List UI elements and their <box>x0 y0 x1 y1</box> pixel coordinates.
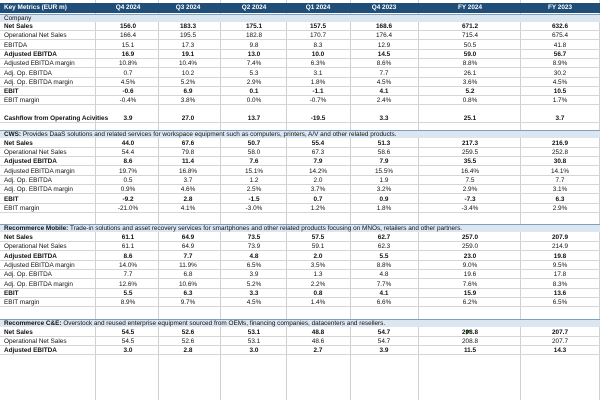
row-label: Adjusted EBITDA <box>4 252 57 260</box>
value-cell[interactable]: 14.2% <box>308 167 328 175</box>
value-cell[interactable]: 7.5 <box>465 176 475 184</box>
value-cell[interactable]: 257.0 <box>462 234 478 242</box>
value-cell[interactable]: 26.1 <box>463 69 477 77</box>
value-cell[interactable]: 5.2 <box>465 88 475 96</box>
value-cell[interactable]: 214.9 <box>552 243 568 251</box>
value-cell[interactable]: 216.9 <box>552 139 568 147</box>
value-cell[interactable]: 1.2% <box>310 204 326 212</box>
table-row <box>0 149 600 157</box>
value-cell[interactable]: 0.1 <box>249 88 259 96</box>
value-cell[interactable]: 4.1% <box>180 204 196 212</box>
row-label: Adjusted EBITDA <box>4 50 57 58</box>
value-cell[interactable]: -0.6 <box>122 88 134 96</box>
value-cell[interactable]: 3.1% <box>552 186 568 194</box>
value-cell[interactable]: 19.7% <box>118 167 138 175</box>
value-cell[interactable]: 2.0 <box>313 252 323 260</box>
value-cell[interactable]: 17.3 <box>181 41 195 49</box>
value-cell[interactable]: 2.8 <box>183 195 193 203</box>
value-cell[interactable]: 3.9 <box>123 114 133 122</box>
column-header[interactable]: FY 2023 <box>547 4 573 11</box>
value-cell[interactable]: 8.8% <box>376 262 392 269</box>
value-cell[interactable]: 64.9 <box>181 243 195 251</box>
value-cell[interactable]: 27.0 <box>181 114 195 122</box>
value-cell[interactable]: 3.0 <box>123 347 133 355</box>
table-row <box>0 196 600 204</box>
value-cell[interactable]: -1.1 <box>312 88 324 96</box>
value-cell[interactable]: 67.3 <box>311 149 325 156</box>
section-title <box>4 131 397 139</box>
value-cell[interactable]: 9.8 <box>249 41 259 49</box>
value-cell[interactable]: 61.1 <box>121 243 135 251</box>
value-cell[interactable]: 14.5 <box>377 50 391 58</box>
table-row <box>0 158 600 166</box>
value-cell[interactable]: 48.6 <box>311 337 325 345</box>
value-cell[interactable]: -19.5 <box>310 114 326 122</box>
value-cell[interactable]: 252.8 <box>552 149 568 156</box>
value-cell[interactable]: 7.7 <box>123 271 133 279</box>
row-label: EBIT margin <box>4 204 40 212</box>
table-row <box>0 140 600 148</box>
value-cell[interactable]: 4.8 <box>379 271 389 279</box>
value-cell[interactable]: 8.3 <box>313 41 323 49</box>
row-label: Adj. Op. EBITDA margin <box>4 78 73 86</box>
value-cell[interactable]: 8.6 <box>123 158 133 166</box>
value-cell[interactable]: 2.7 <box>313 347 323 355</box>
value-cell[interactable]: 6.9 <box>183 88 193 96</box>
value-cell[interactable]: 8.9% <box>552 60 568 68</box>
value-cell[interactable]: 6.5% <box>246 262 262 269</box>
row-label: Adjusted EBITDA <box>4 158 57 166</box>
table-row <box>0 60 600 68</box>
value-cell[interactable]: 2.2% <box>310 280 326 288</box>
value-cell[interactable]: 3.7% <box>310 186 326 194</box>
table-row <box>0 205 600 213</box>
table-row <box>0 271 600 279</box>
value-cell[interactable]: 207.7 <box>552 337 568 345</box>
section-title <box>4 225 462 233</box>
table-row <box>0 290 600 298</box>
column-header[interactable]: Q2 2024 <box>241 4 267 11</box>
value-cell[interactable]: -0.4% <box>119 97 137 105</box>
table-row <box>0 186 600 194</box>
value-cell[interactable]: 0.7 <box>123 69 133 77</box>
value-cell[interactable]: 0.0% <box>246 97 262 105</box>
row-label: Adj. Op. EBITDA <box>4 271 52 279</box>
row-label: Cashflow from Operating Acivities <box>4 114 109 122</box>
section-name: Recommerce Mobile: <box>4 225 69 233</box>
value-cell[interactable]: 58.6 <box>377 149 391 156</box>
value-cell[interactable]: 54.5 <box>121 337 135 345</box>
value-cell[interactable]: 1.3 <box>313 271 323 279</box>
value-cell[interactable]: 208.8 <box>462 337 478 345</box>
row-label: EBIT margin <box>4 97 40 105</box>
value-cell[interactable]: 9.5% <box>552 262 568 269</box>
value-cell[interactable]: 11.5 <box>463 347 477 355</box>
value-cell[interactable]: 207.9 <box>552 234 568 242</box>
section-title: Company <box>4 15 32 22</box>
value-cell[interactable]: 16.8% <box>178 167 198 175</box>
value-cell[interactable]: 19.6 <box>463 271 477 279</box>
value-cell[interactable]: 35.5 <box>463 158 477 166</box>
value-cell[interactable]: 7.4% <box>246 60 262 68</box>
column-header[interactable]: Q3 2024 <box>175 4 201 11</box>
value-cell[interactable]: 4.6% <box>180 186 196 194</box>
table-row <box>0 42 600 50</box>
table-row <box>0 51 600 59</box>
value-cell[interactable]: 6.2% <box>462 299 478 307</box>
section-ce <box>0 319 600 327</box>
header-row <box>0 3 600 13</box>
value-cell[interactable]: 259.0 <box>462 243 478 251</box>
value-cell[interactable]: 217.3 <box>462 139 478 147</box>
table-row <box>0 79 600 87</box>
value-cell[interactable]: 3.0 <box>249 347 259 355</box>
cashflow-row <box>0 115 600 123</box>
value-cell[interactable]: 3.1 <box>313 69 323 77</box>
value-cell[interactable]: 5.3 <box>249 69 259 77</box>
value-cell[interactable]: 6.8 <box>183 271 193 279</box>
sheet-title: Key Metrics (EUR m) <box>4 4 67 11</box>
value-cell[interactable]: 62.7 <box>377 234 391 242</box>
value-cell[interactable]: 6.6% <box>376 299 392 307</box>
value-cell[interactable]: 0.8% <box>462 97 478 105</box>
table-row <box>0 70 600 78</box>
row-label: Operational Net Sales <box>4 149 67 156</box>
value-cell[interactable]: 2.9% <box>552 204 568 212</box>
value-cell[interactable]: 54.5 <box>121 328 135 336</box>
row-label: EBIT margin <box>4 299 40 307</box>
value-cell[interactable]: 4.1 <box>379 289 389 297</box>
table-row <box>0 347 600 355</box>
row-label: Adj. Op. EBITDA <box>4 69 52 77</box>
value-cell[interactable]: -0.7% <box>309 97 327 105</box>
table-row <box>0 88 600 96</box>
value-cell[interactable]: 175.1 <box>246 23 262 30</box>
value-cell[interactable]: 8.6 <box>123 252 133 260</box>
table-row <box>0 338 600 346</box>
value-cell[interactable]: 4.1 <box>379 88 389 96</box>
value-cell[interactable]: 9.0% <box>462 262 478 269</box>
section-description: Trade-in solutions and asset recovery services for smartphones and other related products focusing on MNOs, retailers and other partners. <box>68 225 463 233</box>
value-cell[interactable]: 23.0 <box>463 252 477 260</box>
row-label: Adj. Op. EBITDA <box>4 176 52 184</box>
table-row <box>0 262 600 270</box>
value-cell[interactable]: -9.2 <box>122 195 134 203</box>
value-cell[interactable]: 53.1 <box>247 337 261 345</box>
table-row <box>0 168 600 176</box>
value-cell[interactable]: -7.3 <box>464 195 476 203</box>
table-row <box>0 177 600 185</box>
value-cell[interactable]: 207.7 <box>552 328 568 336</box>
value-cell[interactable]: 5.2% <box>180 78 196 86</box>
value-cell[interactable]: 2.0 <box>313 176 323 184</box>
value-cell[interactable]: 2.5% <box>246 186 262 194</box>
row-label: EBIT <box>4 195 19 203</box>
value-cell[interactable]: 0.7 <box>313 195 323 203</box>
table-row <box>0 23 600 31</box>
row-label: Net Sales <box>4 23 33 30</box>
value-cell[interactable]: 7.7 <box>555 176 565 184</box>
value-cell[interactable]: 13.0 <box>247 50 261 58</box>
value-cell[interactable]: 0.8 <box>313 289 323 297</box>
value-cell[interactable]: 5.5 <box>379 252 389 260</box>
value-cell[interactable]: 5.5 <box>123 289 133 297</box>
value-cell[interactable]: 67.6 <box>181 139 195 147</box>
value-cell[interactable]: 52.6 <box>181 328 195 336</box>
value-cell[interactable]: 4.5% <box>246 299 262 307</box>
value-cell[interactable]: 1.7% <box>552 97 568 105</box>
table-row <box>0 299 600 307</box>
value-cell[interactable]: 16.4% <box>460 167 480 175</box>
section-company <box>0 14 600 22</box>
value-cell[interactable]: 14.1% <box>550 167 570 175</box>
value-cell[interactable]: 12.6% <box>118 280 138 288</box>
value-cell[interactable]: 4.5% <box>120 78 136 86</box>
value-cell[interactable]: 183.3 <box>180 23 196 30</box>
value-cell[interactable]: 11.4 <box>181 158 195 166</box>
value-cell[interactable]: 30.8 <box>553 158 567 166</box>
value-cell[interactable]: 15.9 <box>463 289 477 297</box>
value-cell[interactable]: 0.9% <box>120 186 136 194</box>
value-cell[interactable]: 44.0 <box>121 139 135 147</box>
table-row <box>0 329 600 337</box>
value-cell[interactable]: 12.9 <box>377 41 391 49</box>
value-cell[interactable]: 0.5 <box>123 176 133 184</box>
value-cell[interactable]: 13.7 <box>247 114 261 122</box>
value-cell[interactable]: -3.0% <box>245 204 263 212</box>
value-cell[interactable]: 11.9% <box>179 262 197 269</box>
table-row <box>0 243 600 251</box>
value-cell[interactable]: 79.8 <box>181 149 195 156</box>
value-cell[interactable]: 10.6% <box>178 280 198 288</box>
value-cell[interactable]: -3.4% <box>461 204 479 212</box>
value-cell[interactable]: 7.9 <box>313 158 323 166</box>
value-cell[interactable]: 62.3 <box>377 243 391 251</box>
value-cell[interactable]: 55.4 <box>311 139 325 147</box>
value-cell[interactable]: 15.1% <box>244 167 264 175</box>
value-cell[interactable]: 176.4 <box>376 32 392 40</box>
row-label: Adj. Op. EBITDA margin <box>4 186 73 194</box>
value-cell[interactable]: 6.5% <box>552 299 568 307</box>
value-cell[interactable]: 8.6% <box>376 60 392 68</box>
table-row <box>0 253 600 261</box>
value-cell[interactable]: 259.5 <box>462 149 478 156</box>
value-cell[interactable]: 7.7% <box>376 280 392 288</box>
value-cell[interactable]: 4.5% <box>376 78 392 86</box>
value-cell[interactable]: 53.1 <box>247 328 261 336</box>
value-cell[interactable]: 1.8% <box>310 78 326 86</box>
value-cell[interactable]: 10.5 <box>553 88 567 96</box>
value-cell[interactable]: 7.6 <box>249 158 259 166</box>
value-cell[interactable]: 6.3 <box>555 195 565 203</box>
value-cell[interactable]: 73.9 <box>247 243 261 251</box>
value-cell[interactable]: 3.6% <box>462 78 478 86</box>
value-cell[interactable]: 57.5 <box>311 234 325 242</box>
value-cell[interactable]: 168.6 <box>376 23 392 30</box>
value-cell[interactable]: 41.8 <box>553 41 567 49</box>
value-cell[interactable]: 3.5% <box>310 262 326 269</box>
value-cell[interactable]: 59.0 <box>463 50 477 58</box>
value-cell[interactable]: 9.7% <box>180 299 196 307</box>
value-cell[interactable]: -21.0% <box>117 204 139 212</box>
value-cell[interactable]: 3.7 <box>555 114 565 122</box>
value-cell[interactable]: 7.7 <box>183 252 193 260</box>
value-cell[interactable]: 156.0 <box>120 23 136 30</box>
value-cell[interactable]: 25.1 <box>463 114 477 122</box>
row-label: Operational Net Sales <box>4 243 67 251</box>
section-description: Overstock and reused enterprise equipment sourced from OEMs, financing companies, datacenters and resellers. <box>61 319 386 327</box>
value-cell[interactable]: 5.2% <box>246 280 262 288</box>
value-cell[interactable]: 208.8 <box>462 328 478 336</box>
row-label: Operational Net Sales <box>4 337 67 345</box>
value-cell[interactable]: -1.5 <box>248 195 260 203</box>
section-mobile <box>0 224 600 232</box>
value-cell[interactable]: 675.4 <box>552 32 568 40</box>
value-cell[interactable]: 2.9% <box>246 78 262 86</box>
section-description: Provides DaaS solutions and related services for workspace equipment such as computers, printers, A/V and other related products. <box>21 130 397 138</box>
value-cell[interactable]: 19.8 <box>553 252 567 260</box>
value-cell[interactable]: 157.5 <box>310 23 326 30</box>
value-cell[interactable]: 17.8 <box>553 271 567 279</box>
row-label: Adjusted EBITDA margin <box>4 167 75 175</box>
value-cell[interactable]: 715.4 <box>462 32 478 40</box>
value-cell[interactable]: 1.2 <box>249 176 259 184</box>
column-header[interactable]: Q1 2024 <box>305 4 331 11</box>
value-cell[interactable]: 3.7 <box>183 176 193 184</box>
value-cell[interactable]: 1.4% <box>310 299 326 307</box>
table-row <box>0 32 600 40</box>
value-cell[interactable]: 3.3 <box>379 114 389 122</box>
value-cell[interactable]: 170.7 <box>310 32 326 40</box>
value-cell[interactable]: 3.3 <box>249 289 259 297</box>
column-header[interactable]: Q4 2024 <box>115 4 141 11</box>
section-cws <box>0 130 600 138</box>
value-cell[interactable]: 19.1 <box>181 50 195 58</box>
row-label: Adjusted EBITDA <box>4 347 57 355</box>
value-cell[interactable]: 7.7 <box>379 69 389 77</box>
value-cell[interactable]: 195.5 <box>180 32 196 40</box>
value-cell[interactable]: 2.9% <box>462 186 478 194</box>
value-cell[interactable]: 8.8% <box>462 60 478 68</box>
value-cell[interactable]: 54.7 <box>377 328 391 336</box>
value-cell[interactable]: 2.4% <box>376 97 392 105</box>
value-cell[interactable]: 58.0 <box>247 149 261 156</box>
value-cell[interactable]: 73.5 <box>247 234 261 242</box>
row-label: Operational Net Sales <box>4 32 67 40</box>
value-cell[interactable]: 54.4 <box>121 149 135 156</box>
table-row <box>0 97 600 105</box>
value-cell[interactable]: 56.7 <box>553 50 567 58</box>
value-cell[interactable]: 0.9 <box>379 195 389 203</box>
row-label: EBIT <box>4 289 19 297</box>
value-cell[interactable]: 15.1 <box>121 41 135 49</box>
value-cell[interactable]: 59.1 <box>311 243 325 251</box>
row-label: EBIT <box>4 88 19 96</box>
section-title <box>4 320 385 328</box>
value-cell[interactable]: 632.6 <box>552 23 568 30</box>
value-cell[interactable]: 166.4 <box>120 32 136 40</box>
value-cell[interactable]: 15.5% <box>374 167 394 175</box>
row-label: Net Sales <box>4 328 33 336</box>
value-cell[interactable]: 10.2 <box>181 69 195 77</box>
column-header[interactable]: Q4 2023 <box>371 4 397 11</box>
value-cell[interactable]: 7.9 <box>379 158 389 166</box>
row-label: Adjusted EBITDA margin <box>4 262 75 269</box>
value-cell[interactable]: 14.3 <box>553 347 567 355</box>
value-cell[interactable]: 182.8 <box>246 32 262 40</box>
value-cell[interactable]: 4.5% <box>552 78 568 86</box>
value-cell[interactable]: 3.9 <box>379 347 389 355</box>
value-cell[interactable]: 52.6 <box>181 337 195 345</box>
value-cell[interactable]: 10.0 <box>311 50 325 58</box>
value-cell[interactable]: 1.9 <box>379 176 389 184</box>
value-cell[interactable]: 2.8 <box>183 347 193 355</box>
section-name: CWS: <box>4 130 22 138</box>
value-cell[interactable]: 1.8% <box>376 204 392 212</box>
value-cell[interactable]: 30.2 <box>553 69 567 77</box>
column-header[interactable]: FY 2024 <box>457 4 483 11</box>
value-cell[interactable]: 3.8% <box>180 97 196 105</box>
value-cell[interactable]: 50.7 <box>247 139 261 147</box>
value-cell[interactable]: 8.3% <box>552 280 568 288</box>
value-cell[interactable]: 10.8% <box>118 60 138 68</box>
row-label: Net Sales <box>4 234 33 242</box>
value-cell[interactable]: 6.3% <box>310 60 326 68</box>
value-cell[interactable]: 3.2% <box>376 186 392 194</box>
value-cell[interactable]: 50.5 <box>463 41 477 49</box>
row-label: Adjusted EBITDA margin <box>4 60 75 68</box>
row-label: Adj. Op. EBITDA margin <box>4 280 73 288</box>
value-cell[interactable]: 3.9 <box>249 271 259 279</box>
value-cell[interactable]: 54.7 <box>377 337 391 345</box>
value-cell[interactable]: 61.1 <box>121 234 135 242</box>
value-cell[interactable]: 64.9 <box>181 234 195 242</box>
section-name: Recommerce C&E: <box>4 319 62 327</box>
value-cell[interactable]: 13.6 <box>553 289 567 297</box>
value-cell[interactable]: 7.6% <box>462 280 478 288</box>
value-cell[interactable]: 48.8 <box>311 328 325 336</box>
row-label: Net Sales <box>4 139 33 147</box>
row-label: EBITDA <box>4 41 28 49</box>
value-cell[interactable]: 14.0% <box>118 262 138 269</box>
value-cell[interactable]: 10.4% <box>178 60 198 68</box>
table-row <box>0 234 600 242</box>
value-cell[interactable]: 6.3 <box>183 289 193 297</box>
value-cell[interactable]: 51.3 <box>377 139 391 147</box>
value-cell[interactable]: 16.9 <box>121 50 135 58</box>
value-cell[interactable]: 671.2 <box>462 23 478 30</box>
table-row <box>0 281 600 289</box>
value-cell[interactable]: 8.9% <box>120 299 136 307</box>
value-cell[interactable]: 4.8 <box>249 252 259 260</box>
